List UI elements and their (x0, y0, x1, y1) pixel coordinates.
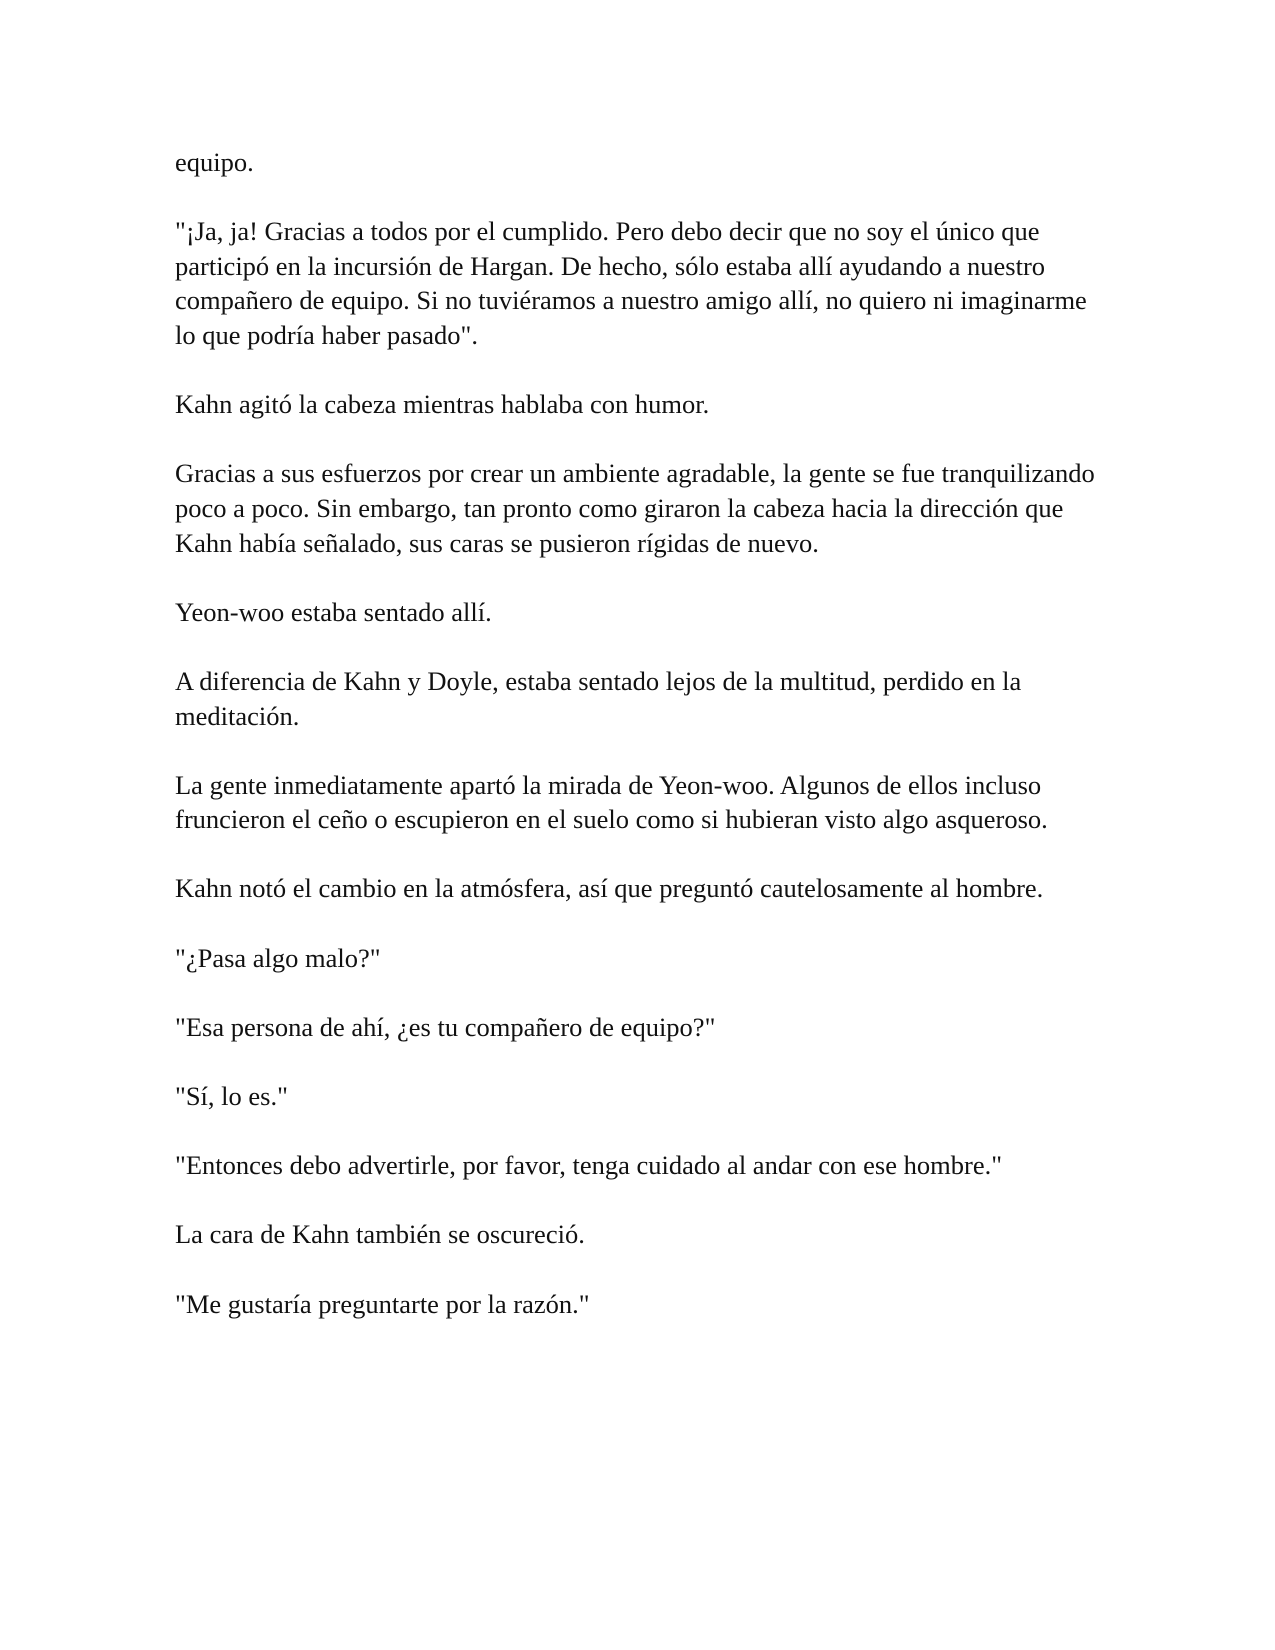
paragraph: Kahn agitó la cabeza mientras hablaba con humor. (175, 389, 710, 420)
paragraph: Gracias a sus esfuerzos por crear un ambiente agradable, la gente se fue tranquilizando poco a poco. Sin embargo, tan pronto como giraron la cabeza hacia la dirección que Kahn había señalado, sus caras se pusieron rígidas de nuevo. (175, 458, 1095, 558)
paragraph: "Sí, lo es." (175, 1081, 288, 1112)
paragraph: "¿Pasa algo malo?" (175, 942, 381, 973)
paragraph: "Esa persona de ahí, ¿es tu compañero de equipo?" (175, 1011, 716, 1042)
paragraph: "Me gustaría preguntarte por la razón." (175, 1288, 590, 1319)
paragraph: "¡Ja, ja! Gracias a todos por el cumplido. Pero debo decir que no soy el único que participó en la incursión de Hargan. De hecho, sólo estaba allí ayudando a nuestro compañero de equipo. Si no tuviéramos a nuestro amigo allí, no quiero ni imaginarme lo que podría haber pasado". (175, 216, 1087, 350)
paragraph: La cara de Kahn también se oscureció. (175, 1219, 585, 1250)
document-body (175, 145, 1105, 1321)
paragraph: A diferencia de Kahn y Doyle, estaba sentado lejos de la multitud, perdido en la meditación. (175, 665, 1022, 731)
paragraph: "Entonces debo advertirle, por favor, tenga cuidado al andar con ese hombre." (175, 1150, 1003, 1181)
paragraph: Kahn notó el cambio en la atmósfera, así que preguntó cautelosamente al hombre. (175, 873, 1044, 904)
paragraph: Yeon-woo estaba sentado allí. (175, 596, 492, 627)
paragraph: equipo. (175, 147, 254, 177)
paragraph: La gente inmediatamente apartó la mirada de Yeon-woo. Algunos de ellos incluso fruncieron el ceño o escupieron en el suelo como si hubieran visto algo asqueroso. (175, 769, 1048, 835)
